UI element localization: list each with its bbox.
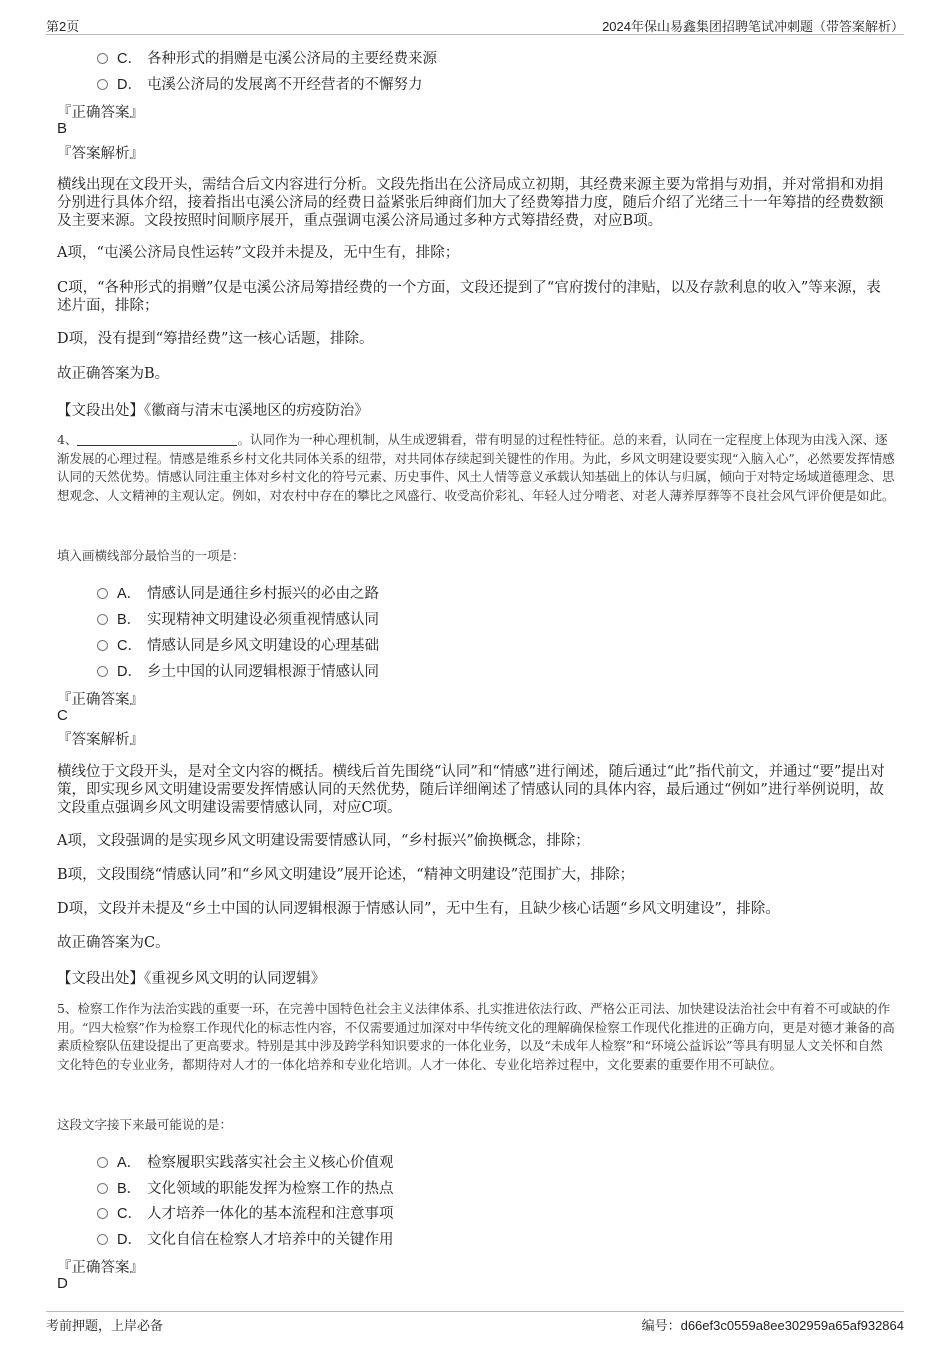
q4-stem: 4、 。认同作为一种心理机制，从生成逻辑看，带有明显的过程性特征。总的来看，认同在一定程度上体现为由浅入深、逐渐发展的心理过程。情感是维系乡村文化共同体关系的纽带，对共同体存续起到关键性的作用。为此，乡风文明建设要实现“入脑入心”，必然要发挥情感认同的天然优势。情感认同注重主体对乡村文化的符号元素、历史事件、风土人情等意义承载认知基础上的体认与归属，倾向于对特定场域道德理念、思想观念、人文精神的主观认定。例如，对农村中存在的攀比之风盛行、收受高价彩礼、年轻人过分啃老、对老人薄养厚葬等不良社会风气评价便是如此。: [57, 432, 895, 503]
q3-answer-label: 『正确答案』: [57, 105, 144, 121]
q4-source: 【文段出处】《重视乡风文明的认同逻辑》: [57, 971, 326, 987]
q4-answer: C: [57, 707, 68, 724]
page-header: [46, 14, 904, 35]
radio-icon[interactable]: [97, 1157, 108, 1168]
page-number: 第2页: [46, 19, 80, 34]
q4-option-a[interactable]: A． 情感认同是通往乡村振兴的必由之路: [97, 582, 379, 603]
q5-answer-label: 『正确答案』: [57, 1260, 144, 1276]
q3-note-c: C项，“各种形式的捐赠”仅是屯溪公济局筹措经费的一个方面，文段还提到了“官府拨付的津贴，以及存款利息的收入”等来源，表述片面，排除；: [57, 280, 881, 314]
q3-conclusion: 故正确答案为B。: [57, 366, 170, 382]
document-code: 编号：d66ef3c0559a8ee302959a65af932864: [641, 1318, 904, 1333]
radio-icon[interactable]: [97, 53, 108, 64]
q3-option-c[interactable]: C． 各种形式的捐赠是屯溪公济局的主要经费来源: [97, 47, 437, 68]
q4-option-c[interactable]: C． 情感认同是乡风文明建设的心理基础: [97, 634, 379, 655]
q5-option-c[interactable]: C． 人才培养一体化的基本流程和注意事项: [97, 1202, 394, 1223]
radio-icon[interactable]: [97, 79, 108, 90]
q4-option-b[interactable]: B． 实现精神文明建设必须重视情感认同: [97, 608, 379, 629]
q3-note-a: A项，“屯溪公济局良性运转”文段并未提及，无中生有，排除；: [57, 245, 460, 261]
q4-note-b: B项，文段围绕“情感认同”和“乡风文明建设”展开论述，“精神文明建设”范围扩大，排除；: [57, 867, 635, 883]
q5-question: 这段文字接下来最可能说的是：: [57, 1117, 233, 1132]
q3-note-d: D项，没有提到“筹措经费”这一核心话题，排除。: [57, 331, 374, 347]
radio-icon[interactable]: [97, 640, 108, 651]
radio-icon[interactable]: [97, 1208, 108, 1219]
radio-icon[interactable]: [97, 614, 108, 625]
q4-note-a: A项，文段强调的是实现乡风文明建设需要情感认同，“乡村振兴”偷换概念，排除；: [57, 833, 590, 849]
q3-answer: B: [57, 120, 68, 137]
radio-icon[interactable]: [97, 666, 108, 677]
q3-analysis-label: 『答案解析』: [57, 146, 144, 162]
document-title: 2024年保山易鑫集团招聘笔试冲刺题（带答案解析）: [602, 19, 904, 34]
q4-conclusion: 故正确答案为C。: [57, 935, 170, 951]
q5-answer: D: [57, 1275, 68, 1292]
radio-icon[interactable]: [97, 588, 108, 599]
q4-question: 填入画横线部分最恰当的一项是：: [57, 548, 245, 563]
q4-analysis-label: 『答案解析』: [57, 732, 144, 748]
q5-option-d[interactable]: D． 文化自信在检察人才培养中的关键作用: [97, 1228, 394, 1249]
q3-analysis-text: 横线出现在文段开头，需结合后文内容进行分析。文段先指出在公济局成立初期，其经费来源主要为常捐与劝捐，并对常捐和劝捐分别进行具体介绍，接着指出屯溪公济局的经费日益紧张后绅商们加大了经费筹措力度，随后介绍了光绪三十一年筹措的经费数额及主要来源。文段按照时间顺序展开，重点强调屯溪公济局通过多种方式筹措经费，对应B项。: [57, 177, 884, 229]
q4-note-d: D项，文段并未提及“乡土中国的认同逻辑根源于情感认同”，无中生有，且缺少核心话题“乡风文明建设”，排除。: [57, 901, 780, 917]
answer-blank: [77, 433, 237, 446]
footer-slogan: 考前押题，上岸必备: [46, 1319, 164, 1334]
q3-source: 【文段出处】《徽商与清末屯溪地区的疠疫防治》: [57, 403, 369, 419]
q5-option-b[interactable]: B． 文化领域的职能发挥为检察工作的热点: [97, 1177, 394, 1198]
q4-option-d[interactable]: D． 乡土中国的认同逻辑根源于情感认同: [97, 660, 379, 681]
page-footer: [46, 1311, 904, 1336]
radio-icon[interactable]: [97, 1234, 108, 1245]
q3-option-d[interactable]: D． 屯溪公济局的发展离不开经营者的不懈努力: [97, 73, 423, 94]
radio-icon[interactable]: [97, 1183, 108, 1194]
q5-stem: 5、检察工作作为法治实践的重要一环，在完善中国特色社会主义法律体系、扎实推进依法行政、严格公正司法、加快建设法治社会中有着不可或缺的作用。“四大检察”作为检察工作现代化的标志性内容，不仅需要通过加深对中华传统文化的理解确保检察工作现代化推进的正确方向，更是对德才兼备的高素质检察队伍建设提出了更高要求。特别是其中涉及跨学科知识要求的一体化业务，以及“未成年人检察”和“环境公益诉讼”等具有明显人文关怀和自然文化特色的专业业务，都期待对人才的一体化培养和专业化培训。人才一体化、专业化培养过程中，文化要素的重要作用不可缺位。: [57, 1001, 895, 1072]
q4-answer-label: 『正确答案』: [57, 692, 144, 708]
q4-analysis-text: 横线位于文段开头，是对全文内容的概括。横线后首先围绕“认同”和“情感”进行阐述，随后通过“此”指代前文，并通过“要”提出对策，即实现乡风文明建设需要发挥情感认同的天然优势，随后详细阐述了情感认同的具体内容，最后通过“例如”进行举例说明，故文段重点强调乡风文明建设需要情感认同，对应C项。: [57, 764, 885, 816]
q5-option-a[interactable]: A． 检察履职实践落实社会主义核心价值观: [97, 1151, 394, 1172]
